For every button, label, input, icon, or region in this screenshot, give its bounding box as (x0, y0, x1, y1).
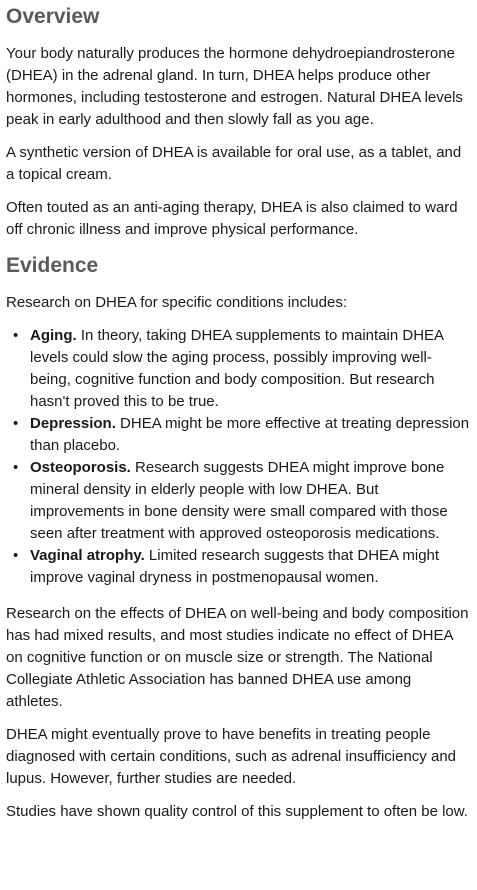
list-item-term: Vaginal atrophy. (30, 547, 145, 564)
list-item-text: DHEA might be more effective at treating depression than placebo. (30, 415, 470, 454)
evidence-intro: Research on DHEA for specific conditions includes: (6, 294, 348, 311)
evidence-paragraph: Studies have shown quality control of this supplement to often be low. (6, 803, 468, 820)
list-item-term: Osteoporosis. (30, 459, 131, 476)
list-item (13, 413, 471, 457)
list-item-text: Research suggests DHEA might improve bone mineral density in elderly people with low DHEA. But improvements in bone density were small compared with those seen after treatment with approved osteoporosis medications. (30, 459, 448, 542)
bullet-icon: • (13, 327, 19, 344)
overview-heading: Overview (6, 5, 100, 28)
list-item (13, 325, 471, 413)
list-item-text: In theory, taking DHEA supplements to maintain DHEA levels could slow the aging process, possibly improving well-being, cognitive function and body composition. But research hasn't proved this to be true. (30, 327, 444, 410)
bullet-icon: • (13, 547, 19, 564)
conditions-list (6, 325, 471, 589)
list-item-term: Aging. (30, 327, 77, 344)
overview-paragraph: Your body naturally produces the hormone dehydroepiandrosterone (DHEA) in the adrenal gland. In turn, DHEA helps produce other hormones, including testosterone and estrogen. Natural DHEA levels peak in early adulthood and then slowly fall as you age. (6, 45, 463, 128)
bullet-icon: • (13, 415, 19, 432)
list-item-term: Depression. (30, 415, 116, 432)
evidence-heading: Evidence (6, 254, 99, 277)
overview-paragraph: Often touted as an anti-aging therapy, DHEA is also claimed to ward off chronic illness and improve physical performance. (6, 199, 458, 238)
evidence-paragraph: DHEA might eventually prove to have benefits in treating people diagnosed with certain conditions, such as adrenal insufficiency and lupus. However, further studies are needed. (6, 726, 456, 787)
bullet-icon: • (13, 459, 19, 476)
evidence-paragraph: Research on the effects of DHEA on well-being and body composition has had mixed results, and most studies indicate no effect of DHEA on cognitive function or on muscle size or strength. The National Collegiate Athletic Association has banned DHEA use among athletes. (6, 605, 469, 710)
list-item (13, 545, 471, 589)
list-item-text: Limited research suggests that DHEA might improve vaginal dryness in postmenopausal women. (30, 547, 440, 586)
overview-paragraph: A synthetic version of DHEA is available for oral use, as a tablet, and a topical cream. (6, 144, 462, 183)
list-item (13, 457, 471, 545)
